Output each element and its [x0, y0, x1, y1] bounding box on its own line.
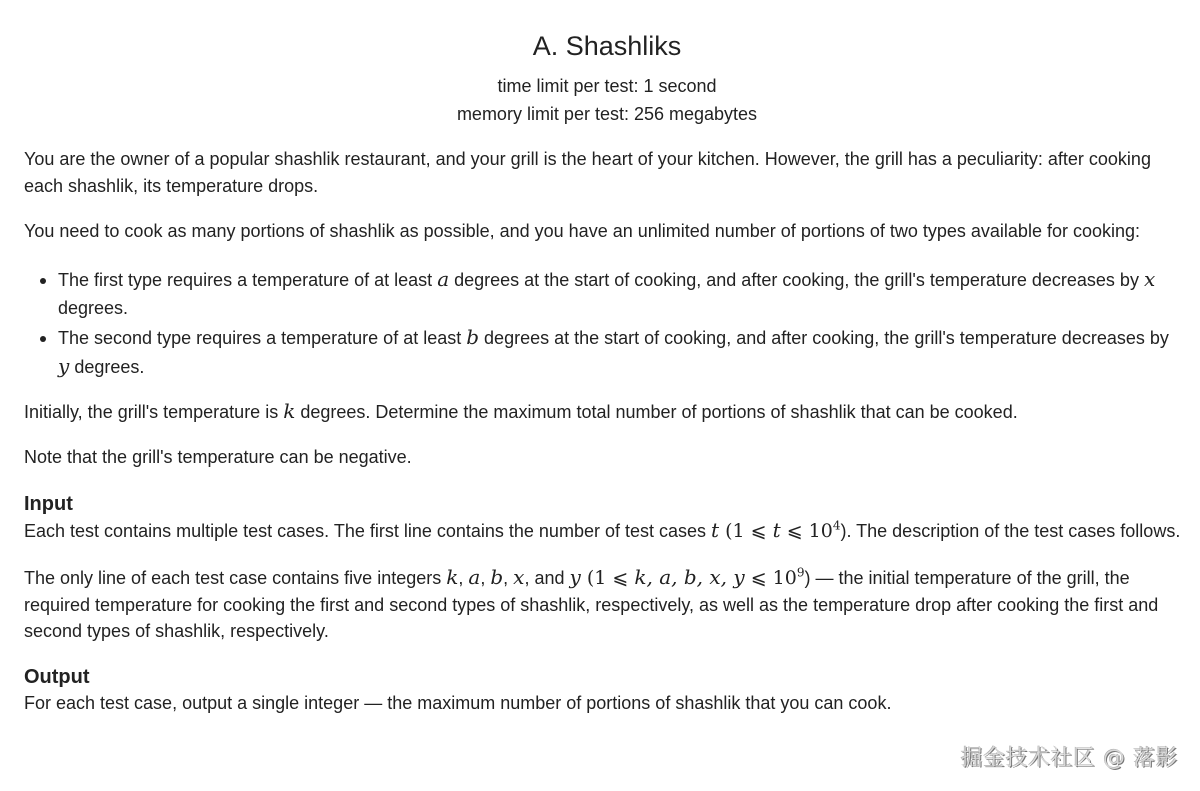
math-var: k — [283, 398, 296, 423]
bullet-text: degrees. — [58, 298, 129, 318]
bullet-text: degrees at the start of cooking, and after cooking, the grill's temperature decreases by — [479, 327, 1169, 348]
text: ). The description of the test cases follows. — [840, 520, 1181, 541]
statement-paragraph-2: You need to cook as many portions of shashlik as possible, and you have an unlimited number of portions of two types available for cooking: — [24, 221, 1140, 241]
math-var: t — [772, 517, 781, 542]
output-heading: Output — [24, 665, 90, 688]
statement-paragraph-4: Note that the grill's temperature can be negative. — [24, 447, 412, 467]
output-paragraph: For each test case, output a single integer — the maximum number of portions of shashlik that you can cook. — [24, 692, 892, 713]
math-var: b — [490, 565, 504, 589]
math-text: ⩽ 10 — [780, 519, 833, 542]
text: , and — [524, 568, 570, 588]
text: ) — the initial temperature of the grill, the required temperature for cooking the first and second types of shashlik, respectively, as well as the temperature drop after cooking the first and second types of shashlik, respectively. — [24, 568, 1159, 641]
input-paragraph-2 — [24, 564, 1184, 645]
math-var: a — [437, 266, 450, 291]
math-text: (1 ⩽ — [580, 567, 635, 589]
bullet-text: The second type requires a temperature of at least — [58, 327, 467, 348]
problem-statement — [24, 0, 1184, 716]
input-paragraph-1 — [24, 517, 1184, 545]
shashlik-types-list — [24, 265, 1184, 382]
statement-paragraph-1: You are the owner of a popular shashlik restaurant, and your grill is the heart of your kitchen. However, the grill has a peculiarity: after cooking each shashlik, its temperature drops. — [24, 149, 1151, 196]
math-constraint — [719, 517, 841, 542]
math-exponent: 9 — [796, 565, 805, 580]
math-var: y — [569, 565, 581, 589]
math-constraint — [581, 567, 805, 589]
bullet-text: degrees. — [69, 357, 145, 377]
text: Each test contains multiple test cases. The first line contains the number of test cases — [24, 520, 712, 541]
math-var: x — [1143, 266, 1156, 291]
watermark: 掘金技术社区 @ 落影 — [960, 746, 1178, 771]
math-var: a — [468, 565, 481, 589]
math-text: (1 ⩽ — [719, 519, 773, 542]
math-text: ⩽ 10 — [744, 567, 797, 589]
problem-title: A. Shashliks — [532, 31, 682, 61]
bullet-text: degrees at the start of cooking, and after cooking, the grill's temperature decreases by — [449, 269, 1144, 290]
list-item — [58, 265, 1184, 323]
text: Initially, the grill's temperature is — [24, 401, 284, 422]
text: , — [480, 568, 491, 588]
statement-paragraph-3 — [24, 398, 1184, 426]
math-var: y — [58, 354, 70, 378]
text: degrees. Determine the maximum total number of portions of shashlik that can be cooked. — [295, 401, 1018, 422]
time-limit: time limit per test: 1 second — [497, 76, 717, 96]
math-var: b — [466, 324, 480, 349]
math-var: k — [446, 565, 459, 589]
math-var: t — [711, 517, 720, 542]
math-var: x — [513, 565, 525, 589]
math-exponent: 4 — [832, 518, 841, 533]
text: The only line of each test case contains five integers — [24, 568, 447, 588]
input-heading: Input — [24, 492, 73, 515]
text: , — [458, 568, 469, 588]
list-item — [58, 323, 1184, 382]
text: , — [503, 568, 514, 588]
math-var: k, a, b, x, y — [634, 565, 745, 589]
bullet-text: The first type requires a temperature of at least — [58, 269, 438, 290]
memory-limit: memory limit per test: 256 megabytes — [456, 104, 758, 124]
problem-header — [24, 0, 1190, 128]
